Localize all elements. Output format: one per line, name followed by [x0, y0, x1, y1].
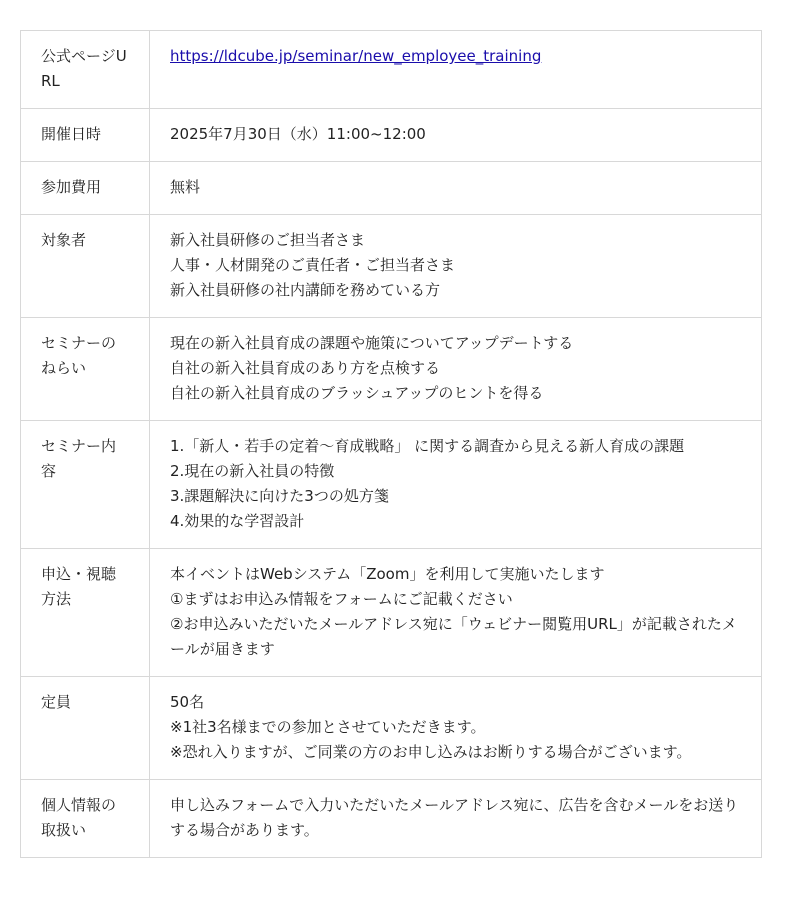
- row-value: [150, 318, 762, 421]
- table-row-target: [21, 215, 762, 318]
- seminar-info-container: [20, 30, 762, 858]
- row-value: [150, 109, 762, 162]
- row-value-line: 50名: [170, 693, 205, 711]
- row-value-line: 3.課題解決に向けた3つの処方箋: [170, 487, 389, 505]
- table-row-capacity: [21, 677, 762, 780]
- table-row-official-url: [21, 31, 762, 109]
- row-label: 公式ページURL: [21, 31, 150, 109]
- row-label: セミナーのねらい: [21, 318, 150, 421]
- row-value-line: 1.「新人・若手の定着～育成戦略」 に関する調査から見える新人育成の課題: [170, 437, 685, 455]
- row-value-line: ②お申込みいただいたメールアドレス宛に「ウェビナー閲覧用URL」が記載されたメールが届きます: [170, 615, 737, 658]
- row-value: [150, 421, 762, 549]
- row-label: 申込・視聴方法: [21, 549, 150, 677]
- row-value-line: 新入社員研修のご担当者さま: [170, 231, 366, 249]
- row-value-line: 無料: [170, 178, 201, 196]
- row-value-line: 人事・人材開発のご責任者・ご担当者さま: [170, 256, 456, 274]
- row-value-line: ①まずはお申込み情報をフォームにご記載ください: [170, 590, 513, 608]
- table-row-date: [21, 109, 762, 162]
- row-value-line: 自社の新入社員育成のブラッシュアップのヒントを得る: [170, 384, 544, 402]
- row-value-line: 申し込みフォームで入力いただいたメールアドレス宛に、広告を含むメールをお送りする場合があります。: [170, 796, 739, 839]
- row-value: [150, 780, 762, 858]
- row-value-line: 本イベントはWebシステム「Zoom」を利用して実施いたします: [170, 565, 605, 583]
- row-value-line: 自社の新入社員育成のあり方を点検する: [170, 359, 441, 377]
- row-value: [150, 677, 762, 780]
- row-value-line: 2.現在の新入社員の特徴: [170, 462, 335, 480]
- row-label: 個人情報の取扱い: [21, 780, 150, 858]
- row-value-line: 4.効果的な学習設計: [170, 512, 305, 530]
- seminar-info-table: [20, 30, 762, 858]
- official-page-link[interactable]: https://ldcube.jp/seminar/new_employee_training: [170, 47, 542, 65]
- table-row-privacy: [21, 780, 762, 858]
- row-value-line: 新入社員研修の社内講師を務めている方: [170, 281, 441, 299]
- table-row-application: [21, 549, 762, 677]
- table-row-fee: [21, 162, 762, 215]
- row-value: [150, 31, 762, 109]
- row-label: 対象者: [21, 215, 150, 318]
- row-value-line: ※恐れ入りますが、ご同業の方のお申し込みはお断りする場合がございます。: [170, 743, 692, 761]
- table-row-goals: [21, 318, 762, 421]
- row-value-line: ※1社3名様までの参加とさせていただきます。: [170, 718, 486, 736]
- row-value-line: 2025年7月30日（水）11:00~12:00: [170, 125, 426, 143]
- row-value: [150, 215, 762, 318]
- row-label: 開催日時: [21, 109, 150, 162]
- row-value: [150, 162, 762, 215]
- row-label: 定員: [21, 677, 150, 780]
- row-label: セミナー内容: [21, 421, 150, 549]
- table-row-content: [21, 421, 762, 549]
- row-label: 参加費用: [21, 162, 150, 215]
- row-value-line: 現在の新入社員育成の課題や施策についてアップデートする: [170, 334, 574, 352]
- row-value: [150, 549, 762, 677]
